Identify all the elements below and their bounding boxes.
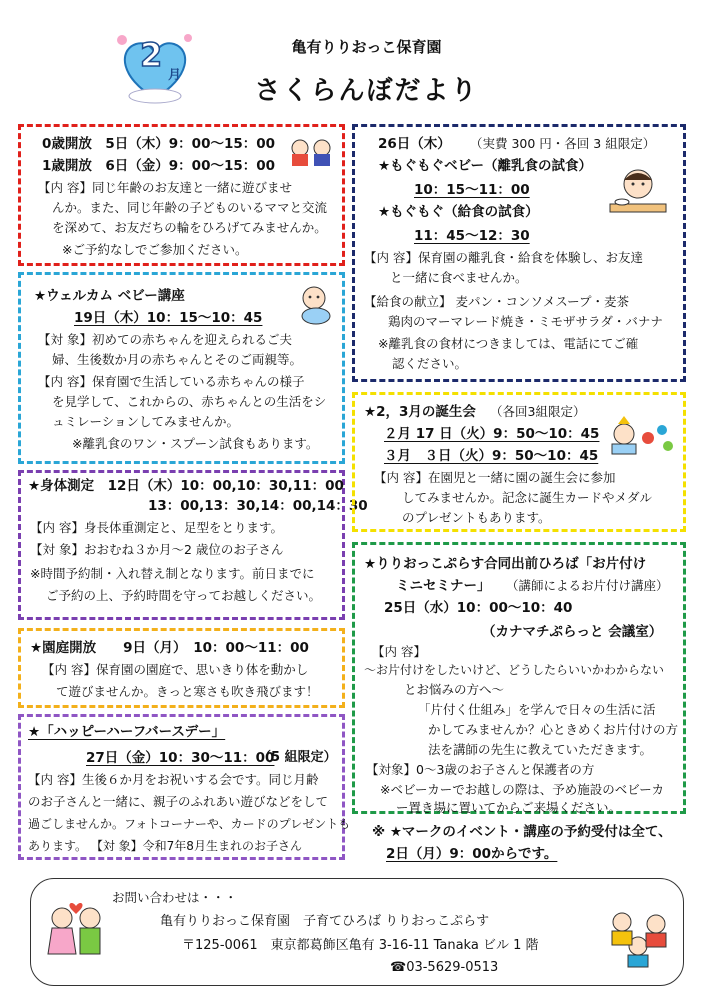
- seminar-content-4: かしてみませんか？心ときめくお片付けの方: [428, 722, 679, 737]
- couple-kids-icon: [42, 900, 112, 960]
- half-birthday-target: あります。 【対 象】令和7年8月生まれのお子さん: [28, 839, 302, 853]
- mogumogu-note-2: 認ください。: [392, 356, 468, 371]
- seminar-content-5: 法を講師の先生に教えていただきます。: [428, 742, 653, 757]
- welcome-title: ★ウェルカム ベビー講座: [34, 288, 185, 304]
- seminar-title-2: ミニセミナー」: [396, 578, 491, 594]
- seminar-content-3: 「片付く仕組み」を学んで日々の生活に活: [418, 702, 656, 717]
- mogumogu-date: 26日（木）: [378, 136, 451, 152]
- birthday-content-1: 【内 容】在園児と一緒に園の誕生会に参加: [374, 470, 616, 485]
- footer-address: 〒125-0061 東京都葛飾区亀有 3-16-11 Tanaka ビル 1 階: [182, 938, 539, 953]
- garden-title: ★園庭開放 9日（月） 10：00～11：00: [30, 640, 309, 656]
- welcome-note: ※離乳食のワン・スプーン試食もあります。: [72, 436, 319, 451]
- mogumogu-lunch-title: ★もぐもぐ（給食の試食）: [378, 204, 539, 220]
- birthday-content-2: してみませんか。記念に誕生カードやメダル: [402, 490, 653, 505]
- children-group-icon: [604, 906, 678, 970]
- seminar-note-2: ー置き場に置いてからご来場ください。: [396, 800, 622, 815]
- measurement-title: ★身体測定 12日（木）10：00,10：30,11：00: [28, 478, 344, 494]
- welcome-time: 19日（木）10：15～10：45: [74, 310, 263, 326]
- seminar-target: 【対象】0～3歳のお子さんと保護者の方: [366, 762, 595, 777]
- month-badge-unit: 月: [168, 68, 182, 83]
- seminar-time: 25日（水）10：00～10：40: [384, 600, 573, 616]
- mogumogu-content-1: 【内 容】保育園の離乳食・給食を体験し、お友達: [364, 250, 643, 265]
- open-day-line-2: 1歳開放 6日（金）9：00～15：00: [42, 158, 276, 174]
- welcome-target-2: 婦、生後数か月の赤ちゃんとそのご両親等。: [52, 352, 303, 367]
- half-birthday-time: 27日（金）10：30～11：00: [86, 750, 275, 766]
- measurement-note-1: ※時間予約制・入れ替え制となります。前日までに: [30, 566, 315, 581]
- baby-icon: [294, 282, 338, 326]
- measurement-target: 【対 象】おおむね３か月～2 歳位のお子さん: [30, 542, 284, 557]
- seminar-venue: （カナマチぷらっと 会議室）: [482, 624, 663, 640]
- doll-icon: [288, 134, 336, 168]
- mogumogu-lunch-time: 11：45～12：30: [414, 228, 530, 244]
- mogumogu-note-1: ※離乳食の食材につきましては、電話にてご確: [378, 336, 639, 351]
- org-title: 亀有りりおっこ保育園: [291, 38, 442, 56]
- birthday-limit: （各回3組限定）: [490, 404, 586, 419]
- mogumogu-menu-1: 【給食の献立】 麦パン・コンソメスープ・麦茶: [364, 294, 629, 309]
- measurement-times: 13：00,13：30,14：00,14：30: [148, 498, 368, 514]
- seminar-subtitle: （講師によるお片付け講座）: [506, 578, 669, 593]
- girl-eating-icon: [606, 164, 670, 218]
- mogumogu-menu-2: 鶏肉のマーマレード焼き・ミモザサラダ・バナナ: [388, 314, 663, 329]
- half-birthday-content-3: 過ごしませんか。フォトコーナーや、カードのプレゼントも: [28, 817, 351, 831]
- welcome-content-1: 【内 容】保育園で生活している赤ちゃんの様子: [38, 374, 305, 389]
- mogumogu-baby-title: ★もぐもぐベビー（離乳食の試食）: [378, 158, 593, 174]
- birthday-content-3: のプレゼントもあります。: [402, 510, 551, 525]
- month-badge-number: 2: [140, 36, 163, 74]
- birthday-feb: ２月 17 日（火）9：50～10：45: [384, 426, 600, 442]
- reservation-notice-2: 2日（月）9：00からです。: [386, 846, 558, 862]
- welcome-content-3: ュミレーションしてみませんか。: [52, 414, 240, 429]
- half-birthday-content-2: のお子さんと一緒に、親子のふれあい遊びなどをして: [28, 794, 329, 809]
- open-day-content-2: んか。また、同じ年齢の子どものいるママと交流: [52, 200, 328, 215]
- seminar-note-1: ※ベビーカーでお越しの際は、予め施設のベビーカ: [380, 782, 664, 797]
- half-birthday-content-1: 【内 容】生後６か月をお祝いする会です。同じ月齢: [28, 772, 319, 787]
- garden-content-2: て遊びませんか。きっと寒さも吹き飛びます！: [56, 684, 319, 699]
- half-birthday-title: ★「ハッピーハーフバースデー」: [28, 724, 226, 740]
- seminar-title-1: ★りりおっこぷらす合同出前ひろば「お片付け: [364, 556, 647, 572]
- birthday-kids-icon: [608, 416, 676, 458]
- reservation-notice-1: ※ ★マークのイベント・講座の予約受付は全て、: [372, 824, 672, 840]
- garden-content-1: 【内 容】保育園の園庭で、思いきり体を動かし: [42, 662, 309, 677]
- open-day-content-3: を深めて、お友だちの輪をひろげてみませんか。: [52, 220, 327, 235]
- open-day-note: ※ご予約なしでご参加ください。: [62, 242, 248, 257]
- footer-org: 亀有りりおっこ保育園 子育てひろば りりおっこぷらす: [160, 914, 490, 929]
- measurement-content: 【内 容】身長体重測定と、足型をとります。: [30, 520, 283, 535]
- birthday-title: ★2，3月の誕生会: [364, 404, 476, 420]
- newsletter-title: さくらんぼだより: [254, 76, 479, 106]
- welcome-target-1: 【対 象】初めての赤ちゃんを迎えられるご夫: [38, 332, 292, 347]
- seminar-content-2: とお悩みの方へ～: [404, 682, 505, 697]
- half-birthday-limit: （5 組限定）: [258, 750, 337, 765]
- measurement-note-2: ご予約の上、予約時間を守ってお越しください。: [46, 588, 322, 603]
- mogumogu-baby-time: 10：15～11：00: [414, 182, 530, 198]
- seminar-content-label: 【内 容】: [372, 644, 426, 659]
- welcome-content-2: を見学して、これからの、赤ちゃんとの生活をシ: [52, 394, 327, 409]
- birthday-mar: ３月 ３日（火）9：50～10：45: [384, 448, 599, 464]
- mogumogu-cost: （実費 300 円・各回 3 組限定）: [470, 136, 656, 151]
- seminar-content-1: ～お片付けをしたいけど、どうしたらいいかわからない: [364, 663, 665, 677]
- open-day-line-1: 0歳開放 5日（木）9：00～15：00: [42, 136, 276, 152]
- footer-phone: ☎03-5629-0513: [390, 960, 499, 975]
- open-day-content-1: 【内 容】同じ年齢のお友達と一緒に遊びませ: [38, 180, 292, 195]
- mogumogu-content-2: と一緒に食べませんか。: [390, 270, 528, 285]
- footer-inquiry: お問い合わせは・・・: [112, 890, 238, 905]
